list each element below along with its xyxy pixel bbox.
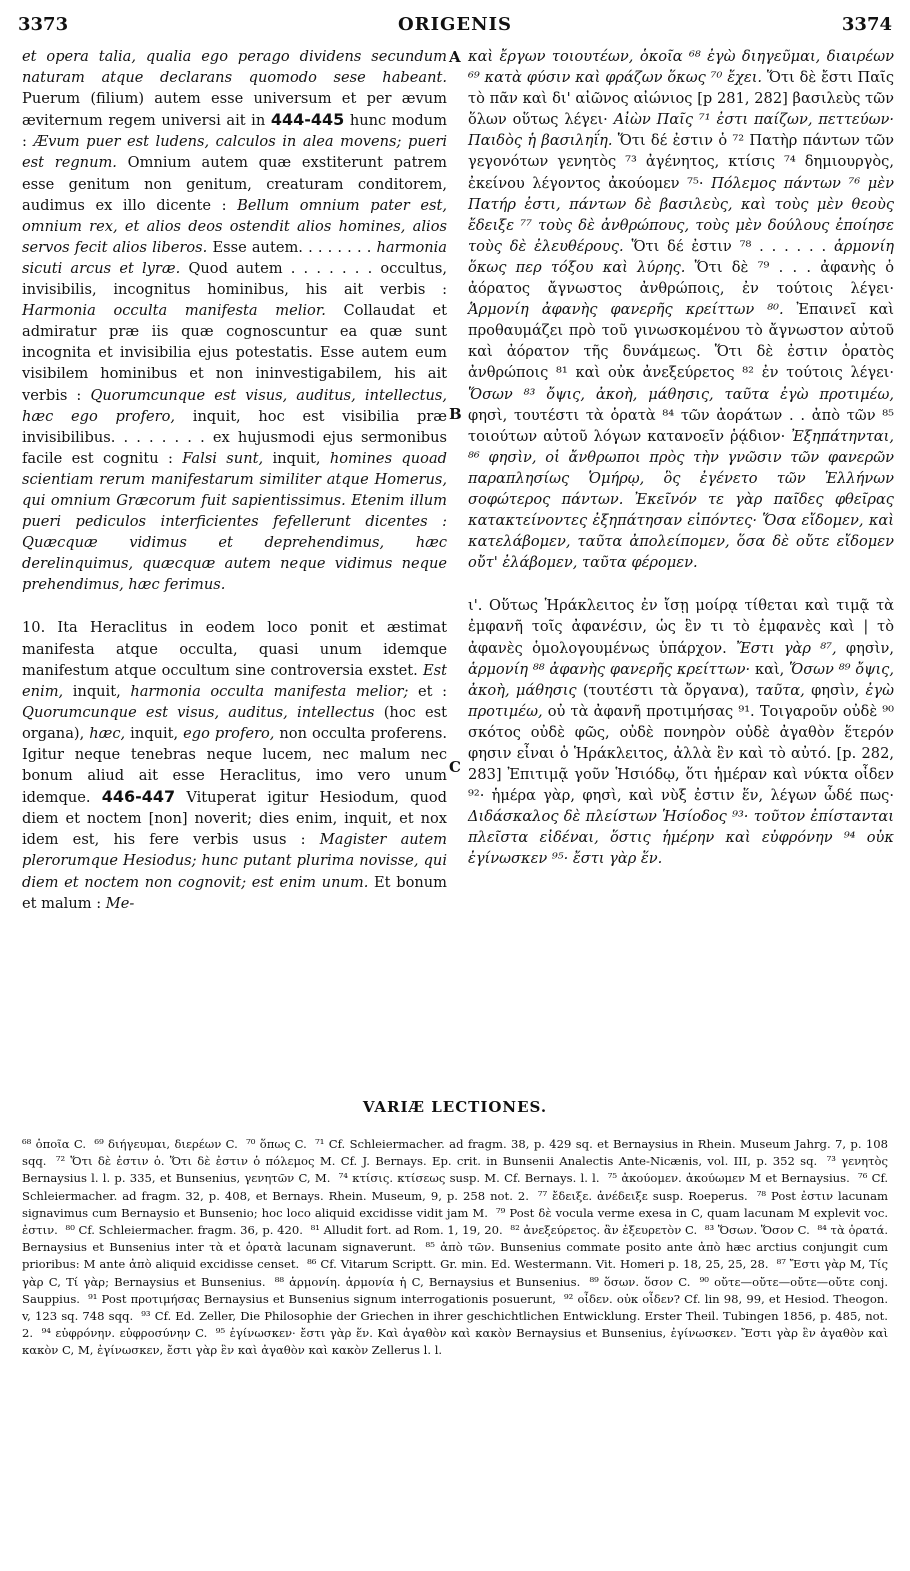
page-number-right: 3374 [841, 14, 892, 35]
text-run: Ὅτι δὲ ⁷⁹ . . . ἀφανὴς ὁ ἀόρατος ἄγνωστος ἀνθρώποις, ἐν τούτοις λέγει· [468, 258, 894, 298]
page-number-left: 3373 [18, 14, 69, 35]
page-reference: 444-445 [270, 110, 345, 130]
running-header [18, 14, 892, 42]
variant-note: ⁸⁹ ὅσων. ὅσον C. [589, 1274, 691, 1289]
italic-run: ἐγὼ προτιμέω, [468, 681, 894, 720]
italic-run: et opera talia, qualia ego perago dividens secundum naturam atque declarans quomodo sese habeant. [22, 48, 447, 87]
italic-run: Falsi sunt, [182, 449, 264, 467]
text-run: Ὅτι δέ ἐστιν ⁷⁸ . . . . . . [623, 237, 834, 255]
italic-run: Πόλεμος πάντων ⁷⁶ μὲν Πατήρ ἐστι, πάντων δὲ βασιλεὺς, καὶ τοὺς μὲν θεοὺς ἔδειξε ⁷⁷ τοὺς δὲ ἀνθρώπους, τοὺς μὲν δούλους ἐποίησε τοὺς δὲ ἐλευθέρους. [468, 174, 894, 255]
italic-run: Αἰὼν Παῖς ⁷¹ ἐστι παίζων, πεττεύων· Παιδὸς ἡ βασιληΐη. [468, 111, 895, 150]
text-run: et : [408, 682, 447, 700]
variae-lectiones-title: VARIÆ LECTIONES. [362, 1098, 548, 1116]
variant-note: ⁸¹ Alludit fort. ad Rom. 1, 19, 20. [310, 1223, 503, 1238]
variant-note: ⁹¹ Post προτιμήσας Bernaysius et Bunsenius signum interrogationis posuerunt, [88, 1291, 556, 1306]
italic-run: Quorumcunque est visus, auditus, intellectus [22, 703, 375, 721]
variant-note: ⁶⁹ διήγευμαι, διερέων C. [94, 1137, 238, 1151]
italic-run: homines quoad scientiam rerum manifestarum similiter atque Homerus, qui omnium Græcorum fuit sapientissimus. Etenim illum pueri pediculos interficientes fefellerunt dicentes : Quæcquæ vidimus et deprehendimus, hæc derelinquimus, quæcquæ autem neque vidimus neque prehendimus, hæc ferimus. [22, 449, 448, 594]
variant-note: ⁹³ Cf. Ed. Zeller, Die Philosophie der Griechen in ihrer geschichtlichen Entwicklung. Erster Theil. Tubingen 1856, p. 485, not. 2. [22, 1309, 888, 1341]
text-run: hunc modum : [22, 112, 447, 151]
italic-run: Harmonia occulta manifesta melior. [22, 302, 326, 320]
page-reference: 446-447 [101, 787, 176, 807]
text-run: Et bonum et malum : [22, 873, 447, 912]
text-run: Vituperat igitur Hesiodum, quod diem et noctem [non] noverit; dies enim, inquit, et nox idem est, his fere verbis usus : [22, 789, 447, 849]
text-run: Puerum (filium) autem esse universum et per ævum æviternum regem universi ait in [22, 90, 447, 130]
italic-run: Ὅσων ⁸⁹ ὄψις, ἀκοὴ, μάθησις [468, 660, 894, 699]
variant-note: ⁷⁵ ἀκούομεν. ἀκούωμεν M et Bernaysius. [607, 1171, 850, 1186]
variant-note: ⁸⁵ ἀπὸ τῶν. Bunsenius commate posito ante ἀπὸ hæc arctius conjungit cum prioribus: M ante ἀπὸ aliquid excidisse censet. [22, 1240, 888, 1272]
italic-run: Me- [105, 894, 135, 912]
italic-run: ταῦτα, [755, 681, 805, 699]
italic-run: ego profero, [183, 724, 275, 742]
text-run: inquit, [63, 682, 131, 700]
greek-column [468, 46, 894, 870]
variant-note: ⁷¹ Cf. Schleiermacher. ad fragm. 38, p. 429 sq. et Bernaysius in Rhein. Museum Jahrg. 7, p. 108 sqq. [22, 1137, 888, 1169]
text-run: Ὅτι δὲ ἔστι Παῖς τὸ πᾶν καὶ δι' αἰῶνος αἰώνιος [p 281, 282] βασιλεὺς τῶν ὅλων οὕτως λέγει· [468, 69, 894, 129]
italic-run: Ὅσων ⁸³ ὄψις, ἀκοὴ, μάθησις, ταῦτα ἐγὼ προτιμέω, [468, 385, 894, 403]
italic-run: harmonia occulta manifesta melior; [130, 682, 409, 700]
variant-note: ⁷⁶ Cf. Schleiermacher. ad fragm. 32, p. 408, et Bernays. Rhein. Museum, 9, p. 258 not. 2. [22, 1171, 889, 1203]
italic-run: Magister autem plerorumque Hesiodus; hunc putant plurima novisse, qui diem et noctem non cognovit; est enim unum. [22, 831, 448, 891]
variant-note: ⁹⁰ οὔτε—οὔτε—οὔτε—οὔτε conj. Sauppius. [22, 1274, 889, 1306]
variant-note: ⁶⁸ ὁποῖα C. [22, 1137, 87, 1151]
text-run: φησὶν, [836, 639, 895, 657]
variant-note: ⁸² ἀνεξεύρετος. ἂν ἐξευρετὸν C. [510, 1223, 698, 1238]
italic-run: Ἔστι γὰρ ⁸⁷, [736, 639, 837, 657]
italic-run: ἁρμονίη ⁸⁸ ἀφανὴς φανερῆς κρείττων· [468, 660, 751, 678]
text-run: inquit, [125, 724, 184, 742]
variant-note: ⁷² Ὅτι δὲ ἐστιν ὁ. Ὅτι δὲ ἐστιν ὁ πόλεμος M. Cf. J. Bernays. Ep. crit. in Bunsenii Analectis Ante-Nicænis, vol. III, p. 352 sq. [55, 1154, 818, 1169]
margin-marker-b: B [449, 405, 462, 423]
italic-run: Διδάσκαλος δὲ πλείστων Ἡσίοδος ⁹³· τοῦτον ἐπίστανται πλεῖστα εἰδέναι, ὅστις ἡμέρην καὶ εὐφρόνην ⁹⁴ οὐκ ἐγίνωσκεν ⁹⁵· ἔστι γὰρ ἕν. [468, 808, 894, 868]
italic-run: Quorumcunque est visus, auditus, intellectus, hæc ego profero, [22, 386, 447, 425]
variant-note: ⁸⁴ τὰ ὁρατά. Bernaysius et Bunsenius inter τὰ et ὁρατὰ lacunam signaverunt. [22, 1223, 889, 1255]
latin-paragraph-2 [22, 617, 447, 913]
text-run: Ἐπαινεῖ καὶ προθαυμάζει πρὸ τοῦ γινωσκομένου τὸ ἄγνωστον αὐτοῦ καὶ ἀόρατον τῆς δυνάμεως. Ὅτι δὲ ἐστιν ὁρατὸς ἀνθρώποις ⁸¹ καὶ οὐκ ἀνεξεύρετος ⁸² ἐν τούτοις λέγει· [468, 301, 894, 382]
variant-note: ⁷⁰ ὅπως C. [246, 1137, 307, 1151]
text-run: (hoc est organa), [22, 703, 447, 742]
text-run: inquit, [263, 449, 330, 467]
variant-note: ⁹⁵ ἐγίνωσκεν· ἔστι γὰρ ἕν. Καὶ ἀγαθὸν καὶ κακὸν Bernaysius et Bunsenius, ἐγίνωσκεν. Ἔστι γὰρ ἓν ἀγαθὸν καὶ κακὸν C, M, ἐγίνωσκεν, ἔστι γὰρ ἓν καὶ ἀγαθὸν καὶ κακὸν Zellerus l. l. [22, 1326, 888, 1358]
variant-note: ⁸⁶ Cf. Vitarum Scriptt. Gr. min. Ed. Westermann. Vit. Homeri p. 18, 25, 25, 28. [307, 1257, 769, 1272]
variant-note: ⁷⁷ ἔδειξε. ἀνέδειξε susp. Roeperus. [537, 1188, 748, 1203]
italic-run: Bellum omnium pater est, omnium rex, et alios deos ostendit alios homines, alios servos fecit alios liberos. [22, 196, 447, 256]
text-run: Collaudat et admiratur præ iis quæ cognoscuntur ea quæ sunt incognita et invisibilia ejus potestatis. Esse autem eum visibilem hominibus et non ininvestigabilem, his ait verbis : [22, 302, 447, 404]
text-run: (τουτέστι τὰ ὄργανα), [576, 681, 756, 699]
variant-note: ⁸⁷ Ἔστι γὰρ M, Τίς γὰρ C, Τί γὰρ; Bernaysius et Bunsenius. [22, 1257, 889, 1289]
text-run: Ὅτι δέ ἐστιν ὁ ⁷² Πατὴρ πάντων τῶν γεγονότων γενητὸς ⁷³ ἀγένητος, κτίσις ⁷⁴ δημιουργὸς, ἐκείνου λέγοντος ἀκούομεν ⁷⁵· [468, 132, 894, 192]
latin-paragraph-1 [22, 46, 447, 595]
margin-marker-c: C [449, 758, 461, 776]
italic-run: Ἐξηπάτηνται, ⁸⁶ φησὶν, οἱ ἄνθρωποι πρὸς τὴν γνῶσιν τῶν φανερῶν παραπλησίως Ὁμήρῳ, ὃς ἐγένετο τῶν Ἑλλήνων σοφώτερος πάντων. Ἐκεῖνόν τε γὰρ παῖδες φθεῖρας κατακτείνοντες ἐξηπάτησαν εἰπόντες· Ὅσα εἴδομεν, καὶ κατελάβομεν, ταῦτα ἀπολείπομεν, ὅσα δὲ οὔτε εἴδομεν οὔτ' ἐλάβομεν, ταῦτα φέρομεν. [468, 427, 894, 572]
variant-note: ⁷³ γενητὸς Bernaysius l. l. p. 335, et Bunsenius, γενητῶν C, M. [22, 1154, 889, 1186]
variant-note: ⁸⁰ Cf. Schleiermacher. fragm. 36, p. 420. [65, 1223, 303, 1238]
text-run: Omnium autem quæ exstiterunt patrem esse genitum non genitum, creaturam conditorem, audimus ex illo dicente : [22, 154, 447, 214]
variant-note: ⁹⁴ εὐφρόνην. εὐφροσύνην C. [41, 1326, 208, 1341]
running-title: ORIGENIS [397, 14, 513, 35]
italic-run: hæc, [89, 724, 126, 742]
latin-column [22, 46, 447, 914]
text-run: inquit, hoc est visibilia præ invisibilibus. . . . . . . . ex hujusmodi ejus sermonibus facile est cognitu : [22, 407, 447, 467]
greek-paragraph-2 [468, 595, 894, 869]
italic-run: καὶ ἔργων τοιουτέων, ὁκοῖα ⁶⁸ ἐγὼ διηγεῦμαι, διαιρέων ⁶⁹ κατὰ φύσιν καὶ φράζων ὅκως ⁷⁰ ἔχει. [468, 48, 894, 87]
text-run: καὶ, [750, 660, 790, 678]
margin-marker-a: A [449, 48, 461, 66]
text-run: φησὶ, τουτέστι τὰ ὁρατὰ ⁸⁴ τῶν ἀοράτων . . ἀπὸ τῶν ⁸⁵ τοιούτων αὐτοῦ λόγων κατανοεῖν ῥᾴδιον· [468, 406, 894, 445]
variae-lectiones-notes [22, 1136, 888, 1360]
italic-run: ἁρμονίη ὅκως περ τόξου καὶ λύρης. [468, 237, 894, 276]
italic-run: Ævum puer est ludens, calculos in alea movens; pueri est regnum. [22, 133, 447, 172]
variant-note: ⁷⁴ κτίσις. κτίσεως susp. M. Cf. Bernays. l. l. [338, 1171, 600, 1186]
text-run: ι'. Οὕτως Ἡράκλειτος ἐν ἴσῃ μοίρᾳ τίθεται καὶ τιμᾷ τὰ ἐμφανῆ τοῖς ἀφανέσιν, ὡς ἓν τι τὸ ἐμφανὲς καὶ | τὸ ἀφανὲς ὁμολογουμένως ὑπάρχον. [468, 597, 894, 657]
text-run: non occulta proferens. Igitur neque tenebras neque lucem, nec malum nec bonum aliud ait esse Heraclitus, imo vero unum idemque. [22, 724, 447, 807]
variant-note: ⁸⁸ ἁρμονίη. ἁρμονία ἡ C, Bernaysius et Bunsenius. [274, 1274, 581, 1289]
italic-run: harmonia sicuti arcus et lyræ. [22, 238, 447, 277]
italic-run: Est enim, [22, 661, 447, 700]
variant-note: ⁸³ Ὅσων. Ὅσον C. [704, 1223, 810, 1238]
text-run: Quod autem . . . . . . . occultus, invisibilis, incognitus hominibus, his ait verbis : [22, 259, 447, 299]
text-run: οὐ τὰ ἀφανῆ προτιμήσας ⁹¹. Τοιγαροῦν οὐδὲ ⁹⁰ σκότος οὐδὲ φῶς, οὐδὲ πονηρὸν οὐδὲ ἀγαθὸν ἕτερόν φησιν εἶναι ὁ Ἡράκλειτος, ἀλλὰ ἓν καὶ τὸ αὐτό. [p. 282, 283] Ἐπιτιμᾷ γοῦν Ἡσιόδῳ, ὅτι ἡμέραν καὶ νύκτα οἶδεν ⁹²· ἡμέρα γὰρ, φησὶ, καὶ νὺξ ἐστιν ἕν, λέγων ὧδέ πως· [468, 702, 894, 805]
italic-run: Ἁρμονίη ἀφανὴς φανερῆς κρείττων ⁸⁰. [468, 301, 784, 319]
text-run: φησὶν, [804, 681, 866, 699]
text-run: Esse autem. . . . . . . . [207, 238, 377, 256]
variant-note: ⁷⁹ Post δὲ vocula verme exesa in C, quam lacunam M explevit voc. ἐστιν. [22, 1205, 888, 1238]
text-run: 10. Ita Heraclitus in eodem loco ponit et æstimat manifesta atque occulta, quasi unum idemque manifestum atque occultum sine controversia exstet. [22, 619, 447, 679]
variant-note: ⁹² οἶδεν. οὐκ οἶδεν? Cf. lin 98, 99, et Hesiod. Theogon. v, 123 sq. 748 sqq. [22, 1291, 888, 1324]
variant-note: ⁷⁸ Post ἐστιν lacunam signavimus cum Bernaysio et Bunsenio; hoc loco aliquid excidisse vidit jam M. [22, 1188, 888, 1220]
greek-paragraph-1 [468, 46, 894, 573]
